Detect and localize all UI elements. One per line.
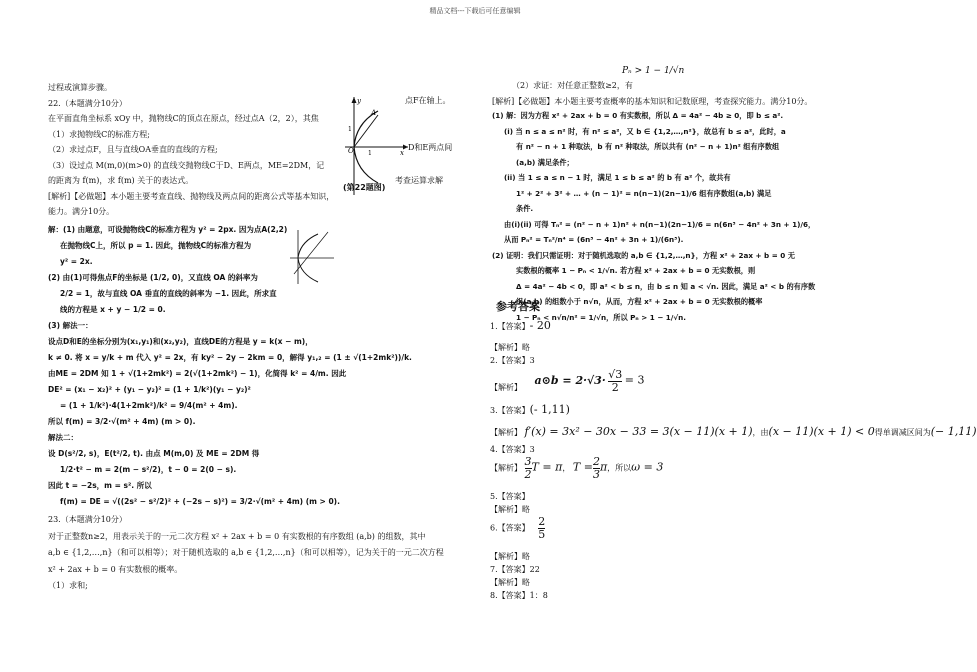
intro-text: 过程或演算步骤。 [48,83,112,92]
sol-line: 所以 f(m) = 3/2·√(m² + 4m) (m > 0). [48,416,196,426]
analysis-label: 【解析】 [490,428,522,437]
formula: ω = 3 [631,460,664,474]
frac-den: 3 [592,468,600,481]
y-axis-arrow [352,97,357,103]
analysis-1: 【解析】略 [490,343,530,352]
sol-line: (1) 解：因为方程 x² + 2ax + b = 0 有实数根，所以 Δ = 4a² − 4b ≥ 0，即 b ≤ a². [492,111,784,120]
sol-line: 1/2·t² − m = 2(m − s²/2)，t − 0 = 2(0 − s). [60,464,237,474]
figure-22-caption: (第22题图) [343,183,386,192]
sol-line: 线的方程是 x + y − 1/2 = 0. [60,304,166,314]
parabola-lower [354,147,378,183]
text: 得单调减区间为 [874,428,931,437]
answer-3 [490,403,977,417]
sol-line: 组(a,b) 的组数小于 n√n，从而，方程 x² + 2ax + b = 0 无实数根的概率 [516,297,763,306]
formula: π [599,460,608,474]
sol-line: 1 − Pₙ < n√n/n² = 1/√n，所以 Pₙ > 1 − 1/√n. [516,312,687,322]
q22-analysis-tail: 考查运算求解 [395,176,443,185]
q23-analysis: [解析]【必做题】本小题主要考查概率的基本知识和记数原理，考查探究能力。满分10分。 [492,97,813,106]
formula: T = π [531,460,563,474]
text: ， [562,463,571,473]
sol-line: 2/2 = 1，故与直线 OA 垂直的直线的斜率为 −1. 因此，所求直 [60,288,277,298]
q23-block [48,512,478,595]
sol-line: 在抛物线C上，所以 p = 1. 因此，抛物线C的标准方程为 [60,240,252,250]
answer-label: 1.【答案】 [490,322,530,331]
sol-line: 解法二： [48,432,78,442]
sol-line: 由(i)(ii) 可得 Tₙ² = (n² − n + 1)n² + n(n−1)(2n−1)/6 = n(6n³ − 4n² + 3n + 1)/6， [504,219,816,229]
label-y: y [357,97,361,105]
parabola-lower [298,258,318,282]
sol-line: 设 D(s²/2, s)，E(t²/2, t). 由点 M(m,0) 及 ME = 2DM 得 [48,448,260,458]
answer-5: 5.【答案】 [490,492,530,501]
fraction [593,456,600,481]
sol-line: DE² = (x₁ − x₂)² + (y₁ − y₂)² = (1 + 1/k²)(y₁ − y₂)² [48,384,251,394]
formula-result: = 3 [624,373,645,387]
analysis-5: 【解析】略 [490,505,530,514]
formula: f′(x) = 3x² − 30x − 33 = 3(x − 11)(x + 1) [524,425,753,438]
label-o: O [348,147,354,155]
analysis-label: 【解析】 [490,383,522,392]
q22-line1: 在平面直角坐标系 xOy 中，抛物线C的顶点在原点，经过点A（2，2），其焦 [48,114,319,123]
q22-line1-tail: 点F在轴上。 [405,96,451,105]
label-x1: 1 [368,150,372,157]
q22-part3a-tail: D和E两点间 [408,143,453,152]
answers-title: 参考答案 [496,300,540,313]
frac-den: 2 [611,381,619,394]
label-1: 1 [348,126,352,133]
frac-num: 3 [524,455,532,468]
answer-8: 8.【答案】1：8 [490,591,548,600]
fraction [608,369,622,394]
q23-part2: （2）求证：对任意正整数≥2，有 [512,81,633,90]
sol-line: f(m) = DE = √((2s² − s²/2)² + (−2s − s)²) = 3/2·√(m² + 4m) (m > 0). [60,496,340,506]
analysis-6: 【解析】略 [490,552,530,561]
frac-num: 2 [538,515,546,528]
answer-label: 6.【答案】 [490,523,530,533]
sol-line: 实数根的概率 1 − Pₙ < 1/√n. 若方程 x² + 2ax + b = 0 无实数根，则 [516,266,756,275]
sol-line: y² = 2x. [60,256,93,266]
formula: T = [572,460,593,474]
fraction [538,516,545,541]
formula: (− 1,11) [930,425,977,438]
q22-part3a: （3）设过点 M(m,0)(m>0) 的直线交抛物线C于D、E两点，ME=2DM，记 [48,160,325,170]
sol-line: 解：(1) 由题意，可设抛物线C的标准方程为 y² = 2px. 因为点A(2,2) [48,224,288,234]
sol-line: Δ = 4a² − 4b < 0，即 a² < b ≤ n，由 b ≤ n 知 a < √n. 因此，满足 a² < b 的有序数 [516,281,816,291]
frac-den: 2 [524,468,532,481]
solution-figure [288,228,336,286]
sol-line: 1² + 2² + 3² + … + (n − 1)² = n(n−1)(2n−1)/6 组有序数组(a,b) 满足 [516,188,772,198]
sol-line: (2) 证明：我们只需证明：对于随机选取的 a,b ∈ {1,2,…,n}，方程 x² + 2ax + b = 0 无 [492,250,795,260]
sol-line: = (1 + 1/k²)·4(1+2mk²)/k² = 9/4(m² + 4m). [60,400,238,410]
analysis-4 [490,456,977,486]
sol-line: 因此 t = −2s，m = s². 所以 [48,480,152,490]
parabola-upper [298,234,318,258]
answer-1 [490,319,977,333]
sol-line: (3) 解法一： [48,320,93,330]
sol-line: (a,b) 满足条件； [516,157,574,167]
q22-part2: （2）求过点F，且与直线OA垂直的直线的方程; [48,145,218,154]
frac-num: 2 [592,455,600,468]
answers-section [490,300,977,602]
answer-label: 3.【答案】 [490,406,530,415]
answer-value: - 20 [529,319,551,332]
fraction [525,456,532,481]
q22-analysis-2: 能力。满分10分。 [48,207,115,216]
q23-solution [492,108,815,325]
sol-line: (2) 由(1)可得焦点F的坐标是 (1/2, 0)，又直线 OA 的斜率为 [48,272,258,282]
answer-value: (- 1,11) [529,403,570,416]
q22-part3b: 的距离为 f(m)，求 f(m) 关于的表达式。 [48,176,194,185]
sol-line: (ii) 当 1 ≤ a ≤ n − 1 时，满足 1 ≤ b ≤ a² 的 b 有 a² 个，故共有 [504,173,731,182]
sol-line: (i) 当 n ≤ a ≤ n² 时，有 n² ≤ a²，又 b ∈ {1,2,…,n²}，故总有 b ≤ a²，此时，a [504,126,786,136]
sol-line: 设点D和E的坐标分别为(x₁,y₁)和(x₂,y₂)，直线DE的方程是 y = k(x − m)， [48,336,313,346]
frac-den: 5 [538,528,546,541]
q22-heading: 22.（本题满分10分） [48,98,127,108]
q23-line2: a,b ∈ {1,2,…,n}（和可以相等）；对于随机选取的 a,b ∈ {1,2,…,n}（和可以相等），记为关于的一元二次方程 [48,548,444,557]
q23-line1: 对于正整数n≥2，用表示关于的一元二次方程 x² + 2ax + b = 0 有实数根的有序数组 (a,b) 的组数，其中 [48,531,426,541]
q23-line3: x² + 2ax + b = 0 有实数根的概率。 [48,564,183,574]
sol-line: 条件. [516,204,534,213]
formula: (x − 11)(x + 1) < 0 [768,425,875,438]
q22-part1: （1）求抛物线C的标准方程; [48,129,150,139]
answer-6 [490,516,977,546]
label-x: x [400,149,404,157]
analysis-7: 【解析】略 [490,578,530,587]
formula: a⊙b = 2·√3· [534,373,606,387]
sol-line: k ≠ 0. 将 x = y/k + m 代入 y² = 2x，有 ky² − 2y − 2km = 0，解得 y₁,₂ = (1 ± √(1+2mk²))/k. [48,352,412,362]
answer-7: 7.【答案】22 [490,565,540,574]
top-formula: Pₙ > 1 − 1/√n [622,66,685,76]
page-header: 精品文档---下载后可任意编辑 [429,7,521,15]
q22-analysis-1: [解析]【必做题】本小题主要考查直线、抛物线及两点间的距离公式等基本知识， [48,191,335,201]
frac-num: √3 [608,368,623,381]
text: ，所以 [607,463,632,473]
q22-solution [48,222,478,510]
label-a: A [371,109,377,117]
q23-part1: （1）求和; [48,581,88,590]
analysis-3 [490,425,977,439]
text: ，由 [752,428,769,437]
sol-line: 有 n² − n + 1 种取法，b 有 n² 种取法，所以共有 (n² − n + 1)n² 组有序数组 [516,142,780,151]
q23-heading: 23.（本题满分10分） [48,515,127,524]
answer-4: 4.【答案】3 [490,445,535,454]
analysis-2 [490,369,977,399]
analysis-label: 【解析】 [490,463,522,473]
sol-line: 从而 Pₙ² = Tₙ²/n⁴ = (6n³ − 4n² + 3n + 1)/(6n³). [504,235,684,244]
answer-2: 2.【答案】3 [490,356,535,365]
sol-line: 由ME = 2DM 知 1 + √(1+2mk²) = 2(√(1+2mk²) − 1)，化简得 k² = 4/m. 因此 [48,368,347,378]
